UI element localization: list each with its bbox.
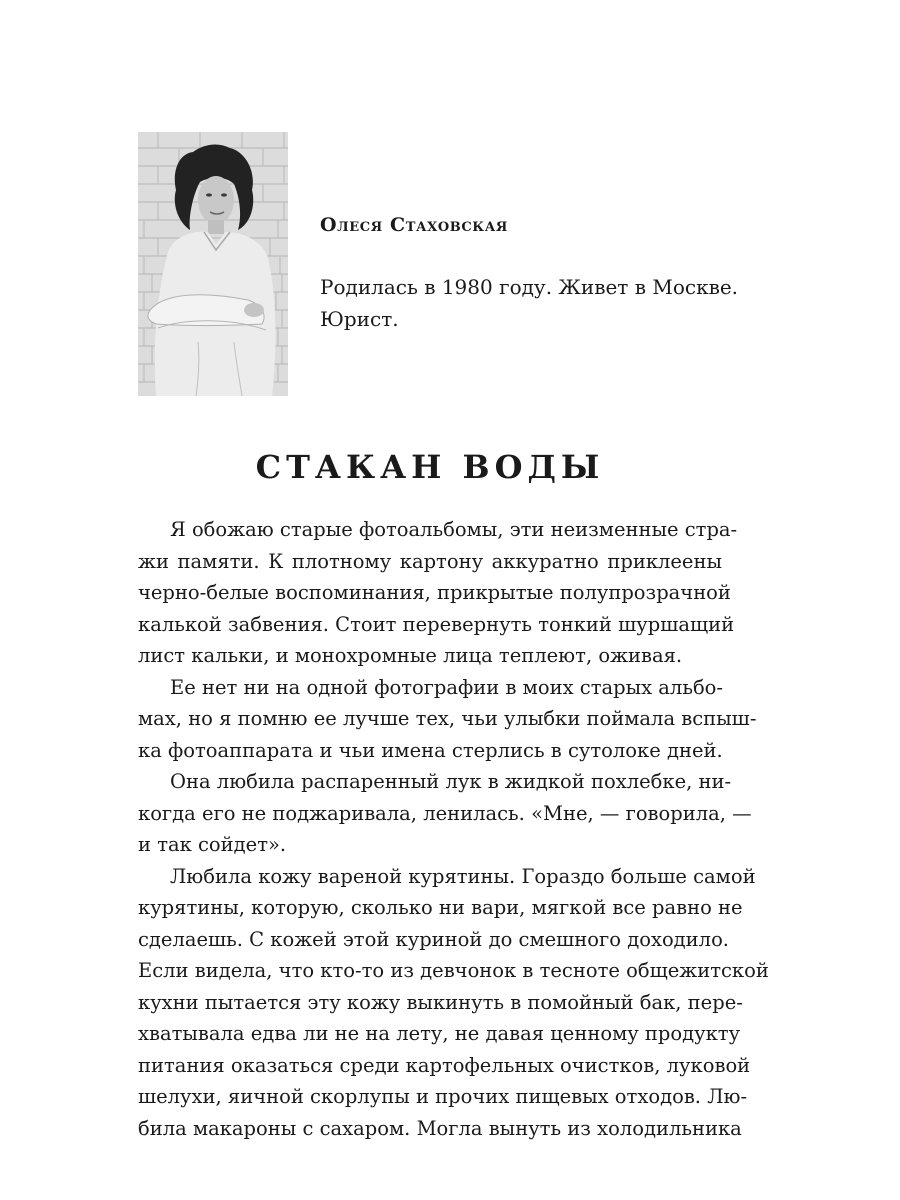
text-line: и так сойдет». bbox=[138, 833, 287, 856]
text-line: калькой забвения. Стоит перевернуть тонкий шуршащий bbox=[138, 612, 735, 636]
text-line: жи памяти. К плотному картону аккуратно приклеены bbox=[138, 549, 722, 573]
text-line: Любила кожу вареной курятины. Гораздо больше самой bbox=[170, 864, 756, 888]
text-line: шелухи, яичной скорлупы и прочих пищевых отходов. Лю- bbox=[138, 1085, 748, 1108]
text-line: когда его не поджаривала, ленилась. «Мне, — говорила, — bbox=[138, 801, 752, 825]
text-line: Она любила распаренный лук в жидкой похлебке, ни- bbox=[170, 770, 732, 793]
text-line: курятины, которую, сколько ни вари, мягкой все равно не bbox=[138, 896, 743, 919]
text-line: лист кальки, и монохромные лица теплеют, оживая. bbox=[138, 644, 683, 667]
text-line: била макароны с сахаром. Могла вынуть из холодильника bbox=[138, 1116, 742, 1140]
text-line: кухни пытается эту кожу выкинуть в помойный бак, пере- bbox=[138, 990, 743, 1014]
story-body bbox=[138, 514, 769, 1144]
text-line: Если видела, что кто-то из девчонок в тесноте общежитской bbox=[138, 959, 769, 982]
author-photo bbox=[138, 132, 288, 396]
story-title: СТАКАН ВОДЫ bbox=[255, 448, 605, 486]
text-line: Я обожаю старые фотоальбомы, эти неизменные стра- bbox=[170, 518, 738, 541]
author-name: Олеся Стаховская bbox=[320, 214, 508, 236]
author-bio bbox=[320, 271, 750, 335]
text-line: черно-белые воспоминания, прикрытые полупрозрачной bbox=[138, 581, 731, 604]
author-bio-line: Юрист. bbox=[320, 307, 399, 331]
text-line: питания оказаться среди картофельных очистков, луковой bbox=[138, 1053, 751, 1077]
author-bio-line: Родилась в 1980 году. Живет в Москве. bbox=[320, 275, 739, 299]
text-line: Ее нет ни на одной фотографии в моих старых альбо- bbox=[170, 675, 724, 699]
text-line: мах, но я помню ее лучше тех, чьи улыбки поймала вспыш- bbox=[138, 707, 757, 730]
text-line: сделаешь. С кожей этой куриной до смешного доходило. bbox=[138, 927, 730, 951]
text-line: ка фотоаппарата и чьи имена стерлись в сутолоке дней. bbox=[138, 738, 723, 762]
text-line: хватывала едва ли не на лету, не давая ценному продукту bbox=[138, 1022, 741, 1045]
